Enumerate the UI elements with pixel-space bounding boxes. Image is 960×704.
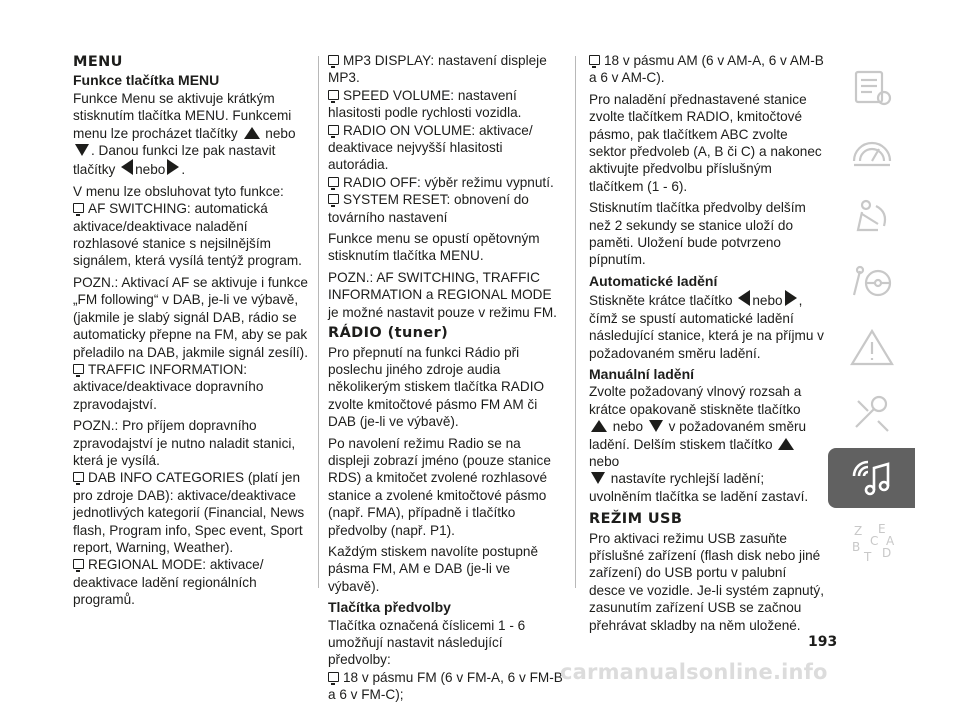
radio-heading: RÁDIO (tuner) <box>328 325 449 342</box>
column-2 <box>328 52 564 704</box>
bullet-icon <box>73 559 84 569</box>
right-arrow-icon <box>785 290 797 306</box>
paragraph: Po navolení režimu Radio se na displeji zobrazí jméno (pouze stanice RDS) a kmitočet zvolené rozhlasové stanice a zvolené kmitočtové pásmo (např. FMA), případně i tlačítko předvolby (např. P1). <box>328 435 551 538</box>
usb-heading: REŽIM USB <box>589 511 683 528</box>
menu-heading: MENU <box>73 54 123 70</box>
warning-icon <box>848 326 896 370</box>
down-arrow-icon <box>649 420 663 432</box>
list-item: 18 v pásmu FM (6 v FM-A, 6 v FM-B a 6 v FM-C); <box>328 669 563 703</box>
bullet-icon <box>73 203 84 213</box>
down-arrow-icon <box>75 144 89 156</box>
list-item: MP3 DISPLAY: nastavení displeje MP3. <box>328 53 547 86</box>
presets-subheading: Tlačítka předvolby <box>328 599 451 616</box>
paragraph: V menu lze obsluhovat tyto funkce: <box>73 183 284 199</box>
bullet-icon <box>73 364 84 374</box>
left-arrow-icon <box>738 290 750 306</box>
list-item: AF SWITCHING: automatická aktivace/deaktivace naladění rozhlasové stanice s nejsilnějším signálem, která vysílá tentýž program. <box>73 201 302 269</box>
right-arrow-icon <box>167 159 179 175</box>
column-1 <box>73 52 309 609</box>
paragraph: Funkce menu se opustí opětovným stisknutím tlačítka MENU. <box>328 231 540 264</box>
svg-text:A: A <box>885 534 894 548</box>
list-item: RADIO OFF: výběr režimu vypnutí. <box>328 174 564 191</box>
paragraph: Stisknutím tlačítka předvolby delším než 2 sekundy se stanice uloží do paměti. Uložení bude potvrzeno pípnutím. <box>589 200 806 268</box>
tab-safety[interactable] <box>828 188 915 248</box>
paragraph: Zvolte požadovaný vlnový rozsah a krátce opakovaně stiskněte tlačítko nebo v požadovaném směru ladění. Delším stiskem tlačítko nebo nastavíte rychlejší ladění; uvolněním tlačítka se ladění zastaví. <box>589 384 809 504</box>
svg-text:C: C <box>869 534 878 548</box>
up-arrow-icon <box>244 127 260 139</box>
up-arrow-icon <box>591 420 607 432</box>
auto-tuning-subheading: Automatické ladění <box>589 272 718 289</box>
dashboard-icon <box>848 131 896 175</box>
svg-text:T: T <box>863 550 871 564</box>
column-divider <box>318 56 319 588</box>
bullet-icon <box>328 194 339 204</box>
svg-text:D: D <box>881 546 891 560</box>
bullet-icon <box>328 177 339 187</box>
multimedia-icon <box>848 456 896 500</box>
paragraph: Každým stiskem navolíte postupně pásma FM, AM e DAB (je-li ve výbavě). <box>328 543 539 594</box>
column-divider <box>575 56 576 588</box>
paragraph: Pro přepnutí na funkci Rádio při poslechu jiného zdroje audia několikerým stiskem tlačítka RADIO zvolte kmitočtové pásmo FM AM či DAB (je-li ve výbavě). <box>328 344 545 430</box>
section-tab-sidebar <box>828 58 915 578</box>
tab-service[interactable] <box>828 383 915 443</box>
up-arrow-icon <box>778 438 794 450</box>
car-info-icon <box>848 66 896 110</box>
watermark: carmanualsonline.info <box>560 660 828 684</box>
svg-text:E: E <box>877 522 886 536</box>
bullet-icon <box>589 55 600 65</box>
tab-start-drive[interactable] <box>828 253 915 313</box>
bullet-icon <box>328 125 339 135</box>
paragraph: POZN.: Aktivací AF se aktivuje i funkce „FM following“ v DAB, je-li ve výbavě, (jakmile je slabý signál DAB, rádio se automaticky přepne na FM, aby se pak přeladilo na DAB, jakmile signál zesílí). <box>73 274 308 360</box>
start-drive-icon <box>848 261 896 305</box>
paragraph: Pro aktivaci režimu USB zasuňte příslušné zařízení (flash disk nebo jiné zařízení) do USB portu v palubní desce ve vozidle. Je-li systém zapnutý, zasunutím zařízení USB se začnou přehrávat skladby na něm uložené. <box>589 530 824 633</box>
tab-multimedia[interactable] <box>828 448 915 508</box>
tab-index[interactable] <box>828 513 915 573</box>
paragraph: Pro naladění přednastavené stanice zvolte tlačítkem RADIO, kmitočtové pásmo, pak tlačítkem ABC zvolte sektor předvoleb (A, B či C) a nakonec aktivujte předvolbu příslušným tlačítkem (1 - 6). <box>589 91 822 194</box>
bullet-icon <box>73 472 84 482</box>
manual-tuning-subheading: Manuální ladění <box>589 365 695 382</box>
list-item: TRAFFIC INFORMATION: aktivace/deaktivace dopravního zpravodajství. <box>73 361 264 412</box>
paragraph: Funkce Menu se aktivuje krátkým stisknutím tlačítka MENU. Funkcemi menu lze procházet tlačítky nebo . Danou funkci lze pak nastavit tlačítky nebo . <box>73 90 296 178</box>
paragraph: POZN.: AF SWITCHING, TRAFFIC INFORMATION a REGIONAL MODE je možné nastavit pouze v režimu FM. <box>328 269 557 320</box>
bullet-icon <box>328 672 339 682</box>
paragraph: Stiskněte krátce tlačítko nebo , čímž se spustí automatické ladění následující stanice, která je na příjmu v požadovaném směru ladění. <box>589 290 825 362</box>
svg-text:B: B <box>851 540 860 554</box>
list-item: SPEED VOLUME: nastavení hlasitosti podle rychlosti vozidla. <box>328 87 522 121</box>
safety-icon <box>848 196 896 240</box>
list-item: REGIONAL MODE: aktivace/ deaktivace ladění regionálních programů. <box>73 557 264 608</box>
menu-subheading: Funkce tlačítka MENU <box>73 72 220 89</box>
column-3 <box>589 52 825 634</box>
paragraph: POZN.: Pro příjem dopravního zpravodajství je nutno naladit stanici, která je vysílá. <box>73 418 296 468</box>
list-item: 18 v pásmu AM (6 v AM-A, 6 v AM-B a 6 v AM-C). <box>589 53 824 86</box>
page-number: 193 <box>808 634 838 650</box>
list-item: RADIO ON VOLUME: aktivace/ deaktivace nejvyšší hlasitosti autorádia. <box>328 122 533 173</box>
svg-text:Z: Z <box>853 524 862 538</box>
list-item: DAB INFO CATEGORIES (platí jen pro zdroje DAB): aktivace/deaktivace jednotlivých kategorií (Financial, News flash, Program info, Spec event, Sport report, Warning, Weather). <box>73 470 305 555</box>
list-item: SYSTEM RESET: obnovení do továrního nastavení <box>328 192 529 225</box>
bullet-icon <box>328 90 339 100</box>
index-icon <box>848 521 896 565</box>
service-icon <box>848 391 896 435</box>
tab-car-info[interactable] <box>828 58 915 118</box>
down-arrow-icon <box>591 472 605 484</box>
paragraph: Tlačítka označená číslicemi 1 - 6 umožňují nastavit následující předvolby: <box>328 617 526 668</box>
tab-warning[interactable] <box>828 318 915 378</box>
left-arrow-icon <box>121 159 133 175</box>
tab-dashboard[interactable] <box>828 123 915 183</box>
bullet-icon <box>328 55 339 65</box>
